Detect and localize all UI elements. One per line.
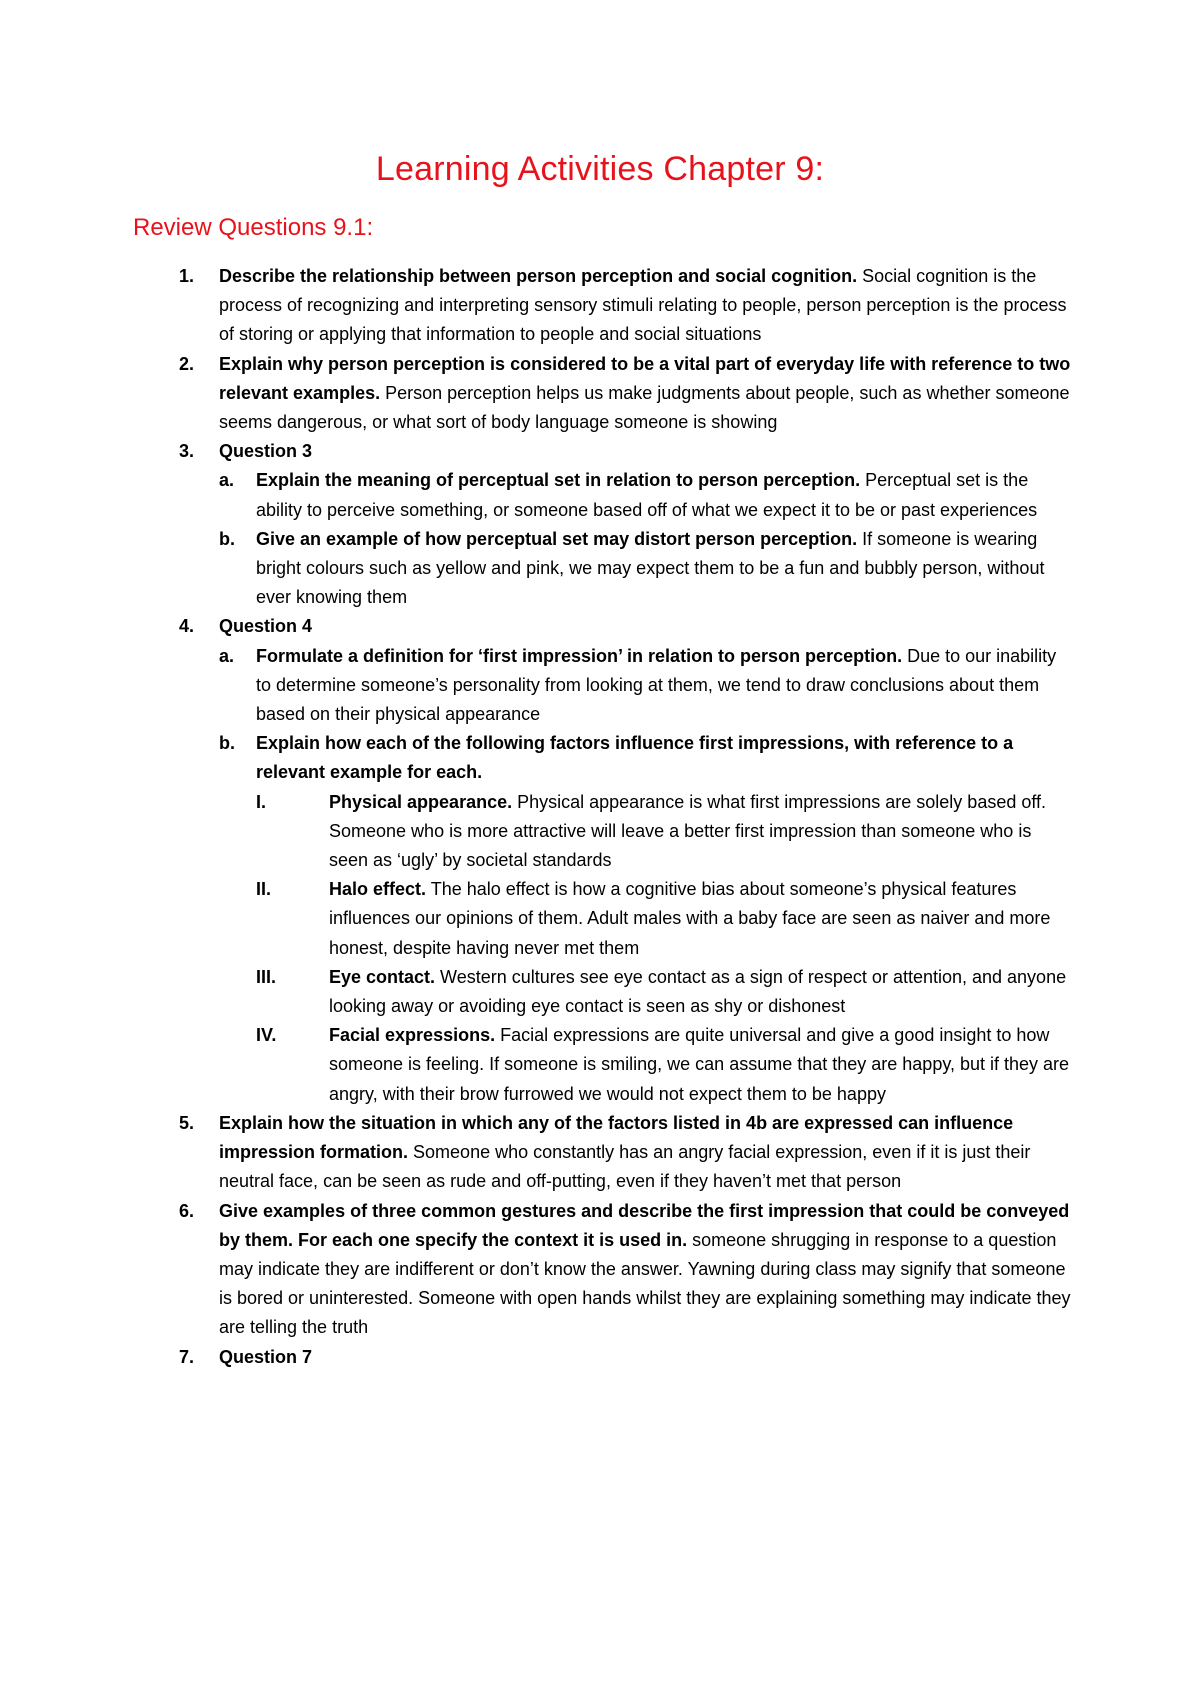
question-prompt: Describe the relationship between person perception and social cognition. (219, 266, 858, 286)
list-item-text (256, 642, 1076, 730)
list-item-text (329, 963, 1074, 1021)
question-prompt: Explain why person perception is considered to be a vital part of everyday life with reference to two relevant examples. (219, 353, 1071, 403)
list-marker: 5. (179, 1112, 195, 1133)
answer-text: Due to our inability to determine someone’s personality from looking at them, we tend to draw conclusions about them based on their physical appearance (256, 645, 1057, 725)
list-item (0, 350, 1200, 438)
answer-text: Facial expressions are quite universal and give a good insight to how someone is feeling. If someone is smiling, we can assume that they are happy, but if they are angry, with their brow furrowed we would not expect them to be happy (329, 1025, 1070, 1104)
list-marker: II. (256, 879, 272, 900)
list-item-text (256, 525, 1076, 613)
answer-text: The halo effect is how a cognitive bias about someone’s physical features influences our opinions of them. Adult males with a baby face are seen as naiver and more honest, despite having never met them (329, 879, 1051, 958)
question-prompt: Give an example of how perceptual set may distort person perception. (256, 528, 858, 549)
list-item (0, 788, 1200, 876)
list-marker: IV. (256, 1025, 277, 1046)
list-item-text (329, 1021, 1074, 1109)
question-prompt: Physical appearance. (329, 791, 513, 812)
list-marker: 2. (179, 353, 195, 374)
list-item-text (329, 875, 1074, 963)
question-prompt: Question 7 (219, 1346, 313, 1367)
list-item (0, 466, 1200, 524)
list-item (0, 437, 1200, 466)
list-marker: 6. (179, 1200, 195, 1221)
question-prompt: Explain the meaning of perceptual set in relation to person perception. (256, 470, 861, 491)
question-prompt: Facial expressions. (329, 1025, 496, 1046)
question-prompt: Explain how the situation in which any of the factors listed in 4b are expressed can influence impression formation. (219, 1112, 1014, 1163)
list-item (0, 729, 1200, 787)
list-item-text (219, 262, 1079, 350)
answer-text: Perceptual set is the ability to perceive something, or someone based off of what we expect it to be or past experiences (256, 470, 1038, 520)
page-title: Learning Activities Chapter 9: (375, 150, 825, 188)
list-marker: b. (219, 733, 235, 754)
list-marker: a. (219, 470, 235, 491)
answer-text: Western cultures see eye contact as a sign of respect or attention, and anyone looking away or avoiding eye contact is seen as shy or dishonest (329, 966, 1067, 1017)
list-item-text (219, 1343, 1079, 1372)
list-marker: 3. (179, 441, 195, 462)
question-prompt: Formulate a definition for ‘first impression’ in relation to person perception. (256, 645, 903, 666)
list-marker: 1. (179, 266, 195, 286)
question-prompt: Question 4 (219, 616, 313, 637)
question-prompt: Explain how each of the following factors influence first impressions, with reference to a relevant example for each. (256, 733, 1014, 783)
question-prompt: Give examples of three common gestures and describe the first impression that could be conveyed by them. For each one specify the context it is used in. (219, 1200, 1070, 1250)
list-item-text (256, 729, 1076, 787)
answer-text: someone shrugging in response to a question may indicate they are indifferent or don’t know the answer. Yawning during class may signify that someone is bored or uninterested. Someone with open hands whilst they are explaining something may indicate they are telling the truth (219, 1229, 1071, 1338)
answer-text: Physical appearance is what first impressions are solely based off. Someone who is more attractive will leave a better first impression than someone who is seen as ‘ugly’ by societal standards (329, 791, 1047, 871)
list-marker: 4. (179, 616, 195, 637)
list-item (0, 1343, 1200, 1372)
list-item-text (329, 788, 1074, 876)
list-marker: a. (219, 645, 235, 666)
answer-text: If someone is wearing bright colours such as yellow and pink, we may expect them to be a fun and bubbly person, without ever knowing them (256, 528, 1045, 608)
list-item (0, 1197, 1200, 1343)
question-list (0, 262, 1200, 1372)
list-item (0, 1109, 1200, 1197)
list-item-text (256, 466, 1076, 524)
list-item (0, 262, 1200, 350)
list-item-text (219, 612, 1079, 641)
list-item (0, 875, 1200, 963)
list-item (0, 963, 1200, 1021)
list-marker: 7. (179, 1346, 195, 1367)
answer-text: Person perception helps us make judgments about people, such as whether someone seems dangerous, or what sort of body language someone is showing (219, 382, 1070, 433)
answer-text: Social cognition is the process of recognizing and interpreting sensory stimuli relating to people, person perception is the process of storing or applying that information to people and social situations (219, 266, 1067, 345)
list-marker: b. (219, 528, 235, 549)
list-item-text (219, 350, 1079, 438)
list-item (0, 642, 1200, 730)
list-item (0, 612, 1200, 641)
list-item-text (219, 437, 1079, 466)
list-item-text (219, 1197, 1079, 1343)
section-title: Review Questions 9.1: (133, 214, 374, 241)
list-marker: I. (256, 791, 267, 812)
question-prompt: Eye contact. (329, 966, 436, 987)
list-marker: III. (256, 966, 277, 987)
list-item (0, 525, 1200, 613)
list-item-text (219, 1109, 1079, 1197)
question-prompt: Question 3 (219, 441, 313, 462)
list-item (0, 1021, 1200, 1109)
question-prompt: Halo effect. (329, 879, 427, 900)
answer-text: Someone who constantly has an angry facial expression, even if it is just their neutral face, can be seen as rude and off-putting, even if they haven’t met that person (219, 1142, 1031, 1192)
